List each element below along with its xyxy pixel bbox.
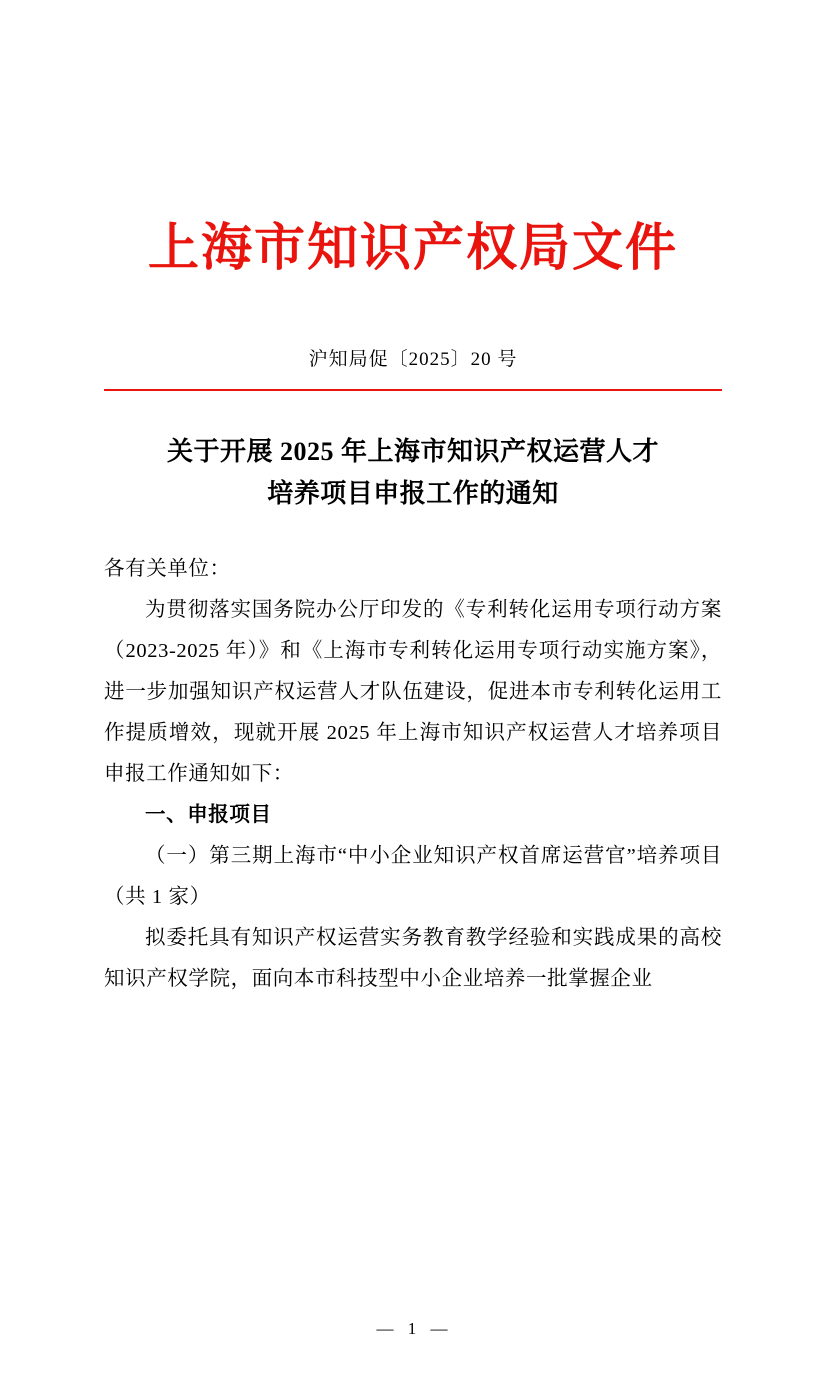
- page-title: [104, 431, 722, 515]
- footer-dash-left: —: [376, 1319, 396, 1338]
- document-page: [0, 218, 826, 1387]
- page-footer: [0, 1319, 826, 1339]
- section-heading: 一、申报项目: [145, 803, 272, 826]
- subsection-paragraph: 拟委托具有知识产权运营实务教育教学经验和实践成果的高校知识产权学院，面向本市科技型中小企业培养一批掌握企业: [104, 926, 722, 990]
- document-number: 沪知局促〔2025〕20 号: [308, 348, 518, 370]
- red-divider-rule: [104, 389, 722, 391]
- page-title-line-2: 培养项目申报工作的通知: [267, 478, 559, 508]
- masthead: [104, 218, 722, 282]
- footer-dash-right: —: [430, 1319, 450, 1338]
- subsection-heading: （一）第三期上海市“中小企业知识产权首席运营官”培养项目（共 1 家）: [104, 844, 722, 908]
- body-paragraph: 为贯彻落实国务院办公厅印发的《专利转化运用专项行动方案（2023-2025 年）》和《上海市专利转化运用专项行动实施方案》，进一步加强知识产权运营人才队伍建设，促进本市专利转化运用工作提质增效，现就开展 2025 年上海市知识产权运营人才培养项目申报工作通知如下：: [104, 598, 722, 785]
- footer-page-number: 1: [407, 1319, 419, 1338]
- salutation: 各有关单位：: [104, 557, 231, 580]
- page-title-line-1: 关于开展 2025 年上海市知识产权运营人才: [166, 436, 659, 466]
- document-body: [104, 549, 722, 1000]
- masthead-title: 上海市知识产权局文件: [147, 221, 678, 277]
